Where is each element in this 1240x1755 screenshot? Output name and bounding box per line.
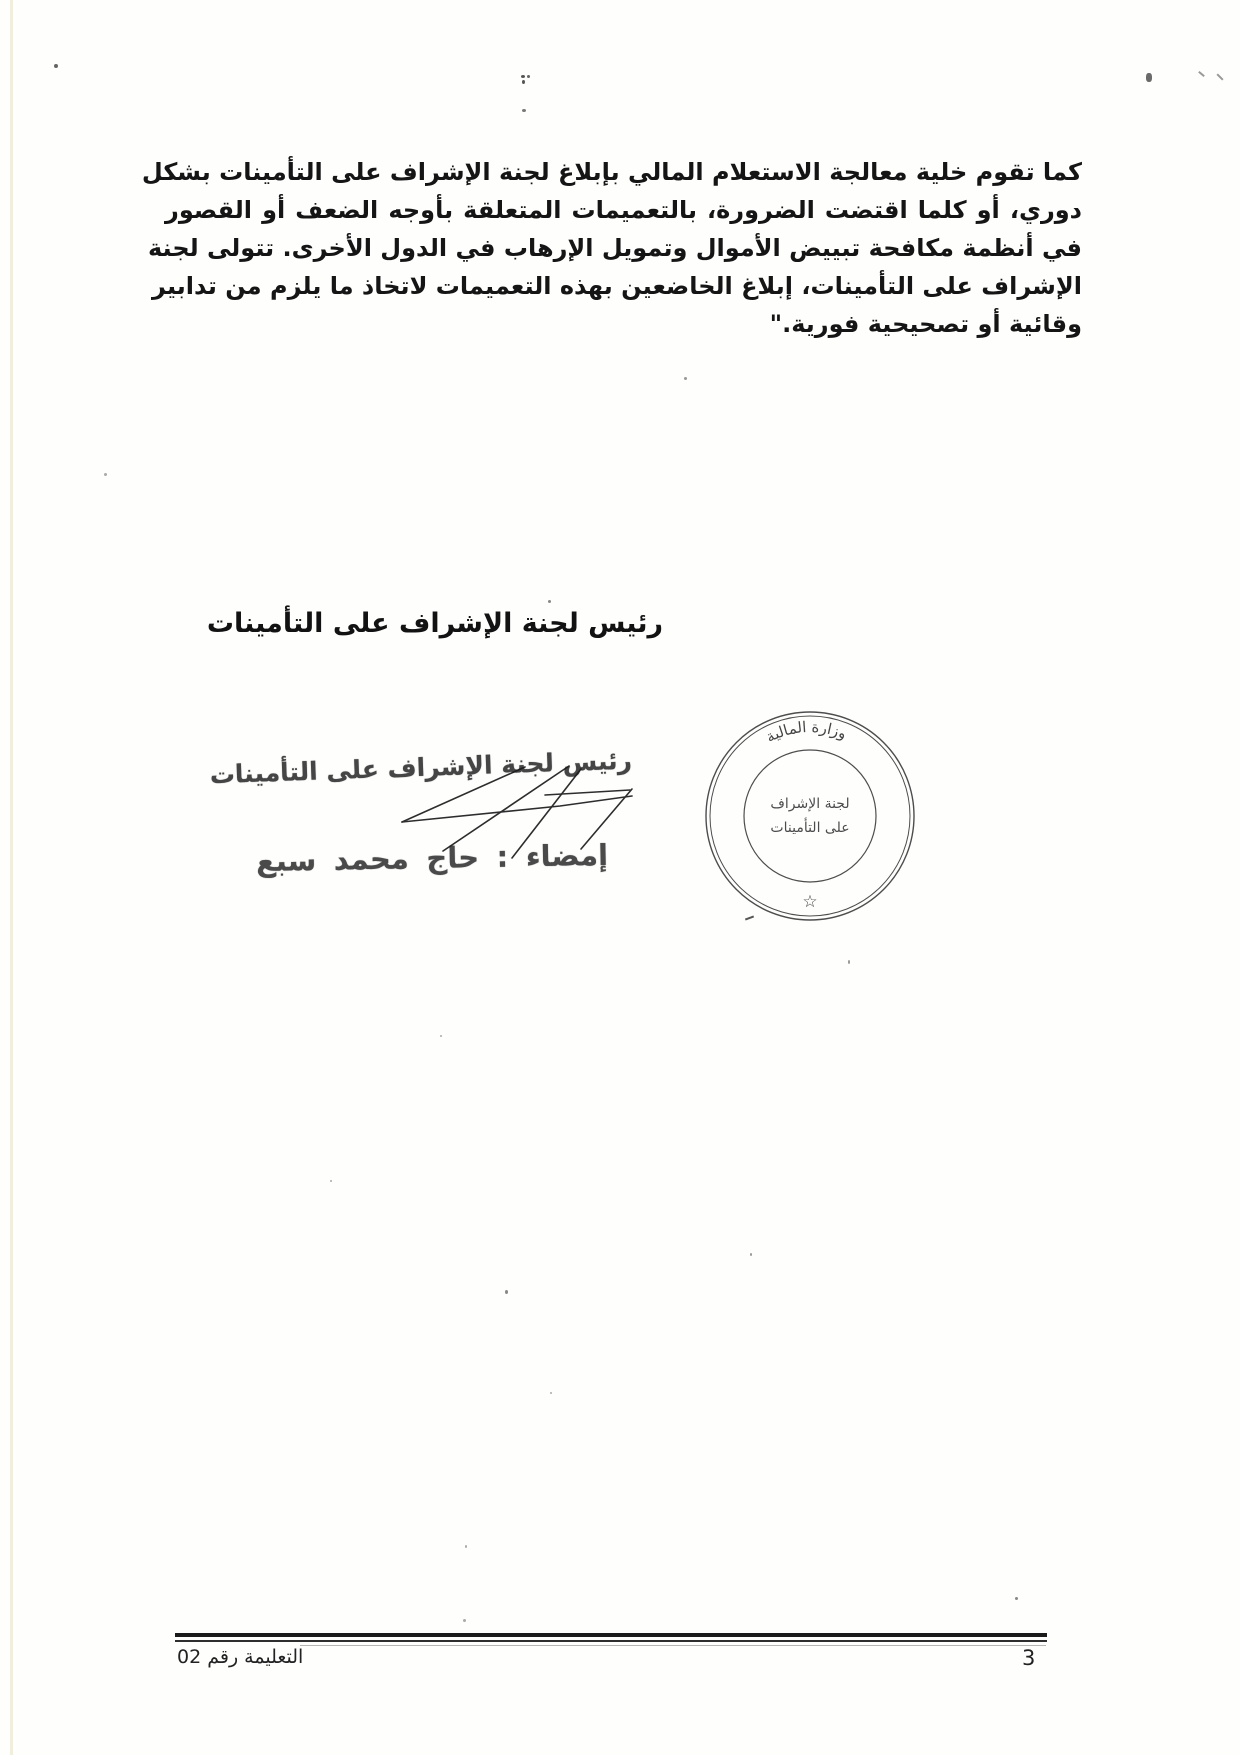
scan-speck (505, 1290, 508, 1294)
star-icon: ☆ (802, 892, 818, 912)
seal-inner-circle (744, 750, 876, 882)
scan-speck (465, 1545, 467, 1548)
body-paragraph-line: الإشراف على التأمينات، إبلاغ الخاضعين بهذه التعميمات لاتخاذ ما يلزم من تدابير (152, 272, 1082, 300)
scan-speck (104, 473, 107, 476)
seal-outer-circle-2 (710, 716, 910, 916)
scan-speck (848, 960, 850, 964)
scan-speck (750, 1253, 752, 1256)
scan-speck (54, 64, 58, 68)
scan-speck (1015, 1597, 1018, 1600)
ministry-seal (702, 708, 918, 924)
body-paragraph-line: في أنظمة مكافحة تبييض الأموال وتمويل الإرهاب في الدول الأخرى. تتولى لجنة (147, 234, 1082, 262)
footer-rule-faint (300, 1645, 1046, 1646)
scan-speck (1216, 73, 1223, 80)
scan-speck (1146, 73, 1152, 82)
body-paragraph (141, 153, 1082, 343)
scan-speck (330, 1180, 332, 1182)
scan-speck (463, 1619, 466, 1622)
body-paragraph-line: كما تقوم خلية معالجة الاستعلام المالي بإبلاغ لجنة الإشراف على التأمينات بشكل (141, 158, 1082, 186)
body-paragraph-line: دوري، أو كلما اقتضت الضرورة، بالتعميمات المتعلقة بأوجه الضعف أو القصور (165, 196, 1082, 224)
scan-speck (521, 75, 525, 78)
seal-inner-text-line1: لجنة الإشراف (770, 796, 850, 812)
signatory-title: رئيس لجنة الإشراف على التأمينات (206, 608, 663, 639)
footer-page-number: 3 (1022, 1646, 1036, 1670)
footer-rule-thick (175, 1633, 1047, 1637)
seal-inner-text-line2: على التأمينات (770, 820, 850, 836)
scan-speck (522, 109, 526, 112)
scan-speck (550, 1392, 552, 1394)
body-paragraph-line: وقائية أو تصحيحية فورية." (769, 310, 1082, 338)
footer-document-reference: التعليمة رقم 02 (177, 1646, 304, 1668)
scan-speck (440, 1035, 442, 1037)
scan-speck (527, 75, 530, 78)
scan-speck (522, 80, 525, 84)
footer-rule-thin (175, 1640, 1047, 1642)
scan-speck (1198, 71, 1205, 77)
seal-outer-circle (706, 712, 914, 920)
stamped-signature-text: إمضاء : حاج محمد سبع (255, 837, 609, 879)
stamped-title-text: رئيس لجنة الإشراف على التأمينات (209, 745, 633, 790)
scan-edge-line (10, 0, 13, 1755)
scan-speck (548, 600, 551, 603)
seal-arc-text: وزارة المالية (762, 717, 850, 747)
scan-speck (684, 377, 687, 380)
